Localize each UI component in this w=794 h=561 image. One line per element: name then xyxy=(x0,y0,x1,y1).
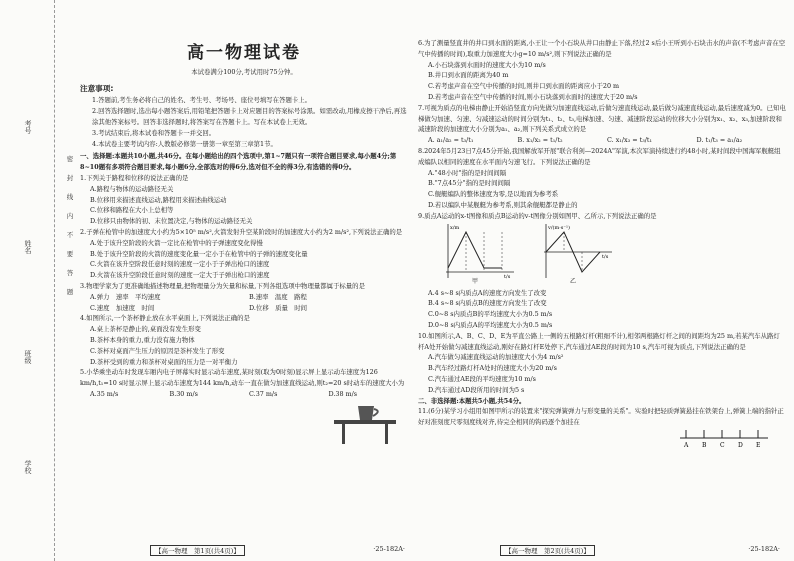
notice-heading: 注意事项: xyxy=(80,83,114,93)
road-label: C xyxy=(720,442,725,449)
q3-option: A.弹力 速率 平均速度 xyxy=(90,292,161,301)
q6-option: A.小石块落到水面时的速度大小为10 m/s xyxy=(428,60,546,69)
notice-item: 1.答题前,考生务必将自己的姓名、考生号、考场号、座位号填写在答题卡上。 xyxy=(92,96,312,105)
road-label: A xyxy=(684,442,689,449)
exam-subtitle: 本试卷满分100分,考试用时75分钟。 xyxy=(191,67,297,76)
q5-option: D.38 m/s xyxy=(328,389,358,398)
seal-char: 答 xyxy=(66,269,74,277)
notice-item: 4.本试卷主要考试内容:人教版必修第一册第一章至第三章第1节。 xyxy=(92,139,277,148)
q3-option: D.位移 质量 时间 xyxy=(249,303,308,312)
q4-option: B.茶杯本身的重力,重力没有施力物体 xyxy=(90,335,195,344)
q4-stem: 4.如图所示,一个茶杯静止放在水平桌面上,下列说法正确的是 xyxy=(80,314,250,323)
q3-options-row xyxy=(80,292,408,303)
seal-char: 不 xyxy=(66,231,74,239)
school-label: 学校 xyxy=(24,460,32,474)
q6-option: D.若考虑声音在空气中传播的时间,则小石块落到水面时的速度大于20 m/s xyxy=(428,92,638,101)
cup-on-table-figure xyxy=(330,402,400,444)
footer-left xyxy=(150,545,405,556)
q9a-ylabel: x/m xyxy=(450,224,460,231)
left-column xyxy=(80,38,408,400)
q2-stem: 2.子弹在枪管中的加速度大小约为5×10⁵ m/s²,火箭发射升空某阶段时的加速度大小约为2 m/s²,下列说法正确的是 xyxy=(80,227,403,236)
road-label: D xyxy=(738,442,743,449)
q8-option: D.若以编队中某舰艇为参考系,则其余舰艇都是静止的 xyxy=(428,200,578,209)
section2-heading: 二、非选择题:本题共5小题,共54分。 xyxy=(418,396,526,405)
seal-char: 封 xyxy=(66,174,74,182)
q3-option: B.速率 温度 路程 xyxy=(249,292,307,301)
exam-title: 高一物理试卷 xyxy=(187,43,301,63)
q2-option: A.处于该升空阶段的火箭一定比在枪管中的子弹速度变化得慢 xyxy=(90,238,263,247)
seal-char: 密 xyxy=(66,155,74,163)
road-label: B xyxy=(702,442,707,449)
q9-graph-b xyxy=(536,222,614,285)
seal-char: 线 xyxy=(66,193,74,201)
q6-stem: 6.为了测量竖直井的井口到水面的距离,小王让一个小石块从井口由静止下落,经过2 s后小王听到小石块击水的声音(不考虑声音在空气中传播的时间),取重力加速度大小g=10 m/s²,则下列说法正确的是 xyxy=(418,39,786,58)
lamp-posts-figure xyxy=(678,424,770,450)
q6-option: B.井口到水面的距离为40 m xyxy=(428,71,509,80)
q5-option: C.37 m/s xyxy=(249,389,278,398)
q7-option: D. t₁/t₃ = a₁/a₂ xyxy=(696,136,743,145)
q1-option: D.位移只由物体的初、末位置决定,与物体的运动路径无关 xyxy=(90,217,253,226)
road-label: E xyxy=(756,442,761,449)
q3-option: C.速度 加速度 时间 xyxy=(90,303,155,312)
q9-option: A.4 s~8 s内质点A的速度方向发生了改变 xyxy=(428,288,547,297)
q8-stem: 8.2024年5月23日7点45分开始,我国解放军开展"联合利剑—2024A"军演,本次军演持续进行约48小时,某时间段中国海军舰艇组成编队以相同的速度在水平面内匀速飞行。下列说法正确的是 xyxy=(418,146,781,166)
binding-strip xyxy=(0,0,55,561)
exam-no-label: 考号 xyxy=(24,120,32,134)
q5-option: B.30 m/s xyxy=(169,389,198,398)
q1-stem: 1.下列关于路程和位移的说法正确的是 xyxy=(80,173,189,182)
q1-option: C.位移和路程在大小上总相等 xyxy=(90,206,174,215)
q8-option: B."7点45分"指的是时间间隔 xyxy=(428,179,511,188)
footer-left-tag: 【高一物理 第1页(共4页)】 xyxy=(150,545,245,556)
class-label: 班级 xyxy=(24,350,32,364)
q10-option: B.汽车经过路灯杆A处时的速度大小为20 m/s xyxy=(428,364,557,373)
q7-options-row xyxy=(418,135,786,146)
seal-char: 内 xyxy=(66,212,74,220)
seal-line-text xyxy=(66,150,74,302)
q8-option: C.舰艇编队的整体速度为零,是以地面为参考系 xyxy=(428,190,559,199)
q11-stem: 11.(6分)某学习小组用如图甲所示的装置来"探究弹簧弹力与形变量的关系"。实验时把轻质弹簧悬挂在铁架台上,弹簧上端的指针正好对准刻度尺零刻度线对齐,待完全相同的钩码逐个加挂在 xyxy=(418,407,784,427)
seal-char: 要 xyxy=(66,250,74,258)
q2-option: C.火箭在该升空阶段任意时刻的速度一定小于子弹出枪口的速度 xyxy=(90,260,270,269)
q9-graph-a-caption: 甲 xyxy=(472,277,479,285)
name-label: 姓名 xyxy=(24,240,32,254)
q5-options-row xyxy=(80,389,408,400)
footer-right-tag: 【高一物理 第2页(共4页)】 xyxy=(500,545,595,556)
q1-option: A.路程与物体的运动路径无关 xyxy=(90,184,174,193)
q8-option: A."48小时"指的是时间间隔 xyxy=(428,168,507,177)
q4-option: C.茶杯对桌面产生压力的原因是茶杯发生了形变 xyxy=(90,346,225,355)
right-column xyxy=(418,38,786,428)
footer-left-code: ·25-182A· xyxy=(373,545,405,553)
q2-option: B.处于该升空阶段的火箭的速度变化量一定小于在枪管中的子弹的速度变化量 xyxy=(90,249,308,258)
q4-option: D.茶杯受到的重力和茶杯对桌面的压力是一对平衡力 xyxy=(90,357,238,366)
q10-stem: 10.如图所示,A、B、C、D、E为平直公路上一侧的五根路灯杆(粗细不计),相邻两根路灯杆之间的间距均为25 m,若某汽车从路灯杆A处开始做匀减速直线运动,刚好在路灯杆E处停下,汽车通过AE段的时间为10 s,汽车可视为质点,下列说法正确的是 xyxy=(418,331,780,351)
q7-option: B. x₁/x₂ = t₁/t₂ xyxy=(517,136,563,145)
q9b-xlabel: t/s xyxy=(602,253,609,260)
q9-option: D.0~8 s内质点A的平均速度大小为0.5 m/s xyxy=(428,320,553,329)
q3-options-row xyxy=(80,303,408,314)
q9-stem: 9.质点A运动的x-t图像和质点B运动的v-t图像分别如图甲、乙所示,下列说法正确的是 xyxy=(418,211,657,220)
q3-stem: 3.物理学家为了更准确地描述物理量,把物理量分为矢量和标量,下列各组选项中物理量都属于标量的是 xyxy=(80,281,365,290)
q9-graph-b-caption: 乙 xyxy=(570,277,577,285)
q9-option: B.4 s~8 s内质点B的速度方向发生了改变 xyxy=(428,299,547,308)
q4-option: A.桌上茶杯是静止的,桌面没有发生形变 xyxy=(90,325,201,334)
footer-right xyxy=(500,545,780,556)
q10-option: C.汽车通过AE段的平均速度为10 m/s xyxy=(428,374,536,383)
q9-graph-a xyxy=(438,222,516,285)
q5-stem: 5.小华乘坐动车时发现车厢内电子屏幕实时显示动车速度,某时刻(取为0时刻)显示屏上显示动车速度为126 km/h,t₁=10 s时显示屏上显示动车速度为144 km/h,动车一直在做匀加速直线运动,则t₂=20 s时动车的速度大小为 xyxy=(80,368,405,388)
footer-right-code: ·25-182A· xyxy=(748,545,780,553)
seal-char: 题 xyxy=(66,288,74,296)
q9-option: C.0~8 s内质点B的平均速度大小为0.5 m/s xyxy=(428,310,553,319)
q9b-ylabel: v/(m·s⁻¹) xyxy=(548,224,570,231)
q5-option: A.35 m/s xyxy=(90,389,119,398)
q9-graphs xyxy=(418,222,786,288)
q7-option: A. a₁/a₂ = t₃/t₁ xyxy=(428,136,474,145)
q7-option: C. x₁/x₃ = t₃/t₁ xyxy=(607,136,653,145)
q7-stem: 7.可视为质点的电梯由静止开始沿竖直方向先做匀加速直线运动,后做匀速直线运动,最后做匀减速直线运动,最后速度减为0。已知电梯做匀加速、匀速、匀减速运动的时间分别为t₁、t₂、t₃,电梯加速、匀速、减速阶段运动的位移大小分别为x₁、x₂、x₃,加速阶段和减速阶段的加速度大小分别为a₁、a₂,则下列关系式成立的是 xyxy=(418,103,786,134)
notice-item: 3.考试结束后,将本试卷和答题卡一并交回。 xyxy=(92,128,216,137)
notice-item: 2.回答选择题时,选出每小题答案后,用铅笔把答题卡上对应题目的答案标号涂黑。如需改动,用橡皮擦干净后,再选涂其他答案标号。回答非选择题时,将答案写在答题卡上。写在本试卷上无效。 xyxy=(92,107,407,126)
q10-option: A.汽车做匀减速直线运动的加速度大小为4 m/s² xyxy=(428,353,564,362)
q9a-xlabel: t/s xyxy=(504,273,511,280)
q6-option: C.若考虑声音在空气中传播的时间,则井口到水面的距离应小于20 m xyxy=(428,82,620,91)
q1-option: B.位移用来描述直线运动,路程用来描述曲线运动 xyxy=(90,195,227,204)
section1-heading: 一、选择题:本题共10小题,共46分。在每小题给出的四个选项中,第1~7题只有一项符合题目要求,每小题4分;第8~10题有多项符合题目要求,每小题6分,全部选对的得6分,选对但不全的得3分,有选错的得0分。 xyxy=(80,152,397,172)
q2-option: D.火箭在该升空阶段任意时刻的速度一定大于子弹出枪口的速度 xyxy=(90,271,270,280)
q10-option: D.汽车通过AD段所用的时间为5 s xyxy=(428,385,525,394)
